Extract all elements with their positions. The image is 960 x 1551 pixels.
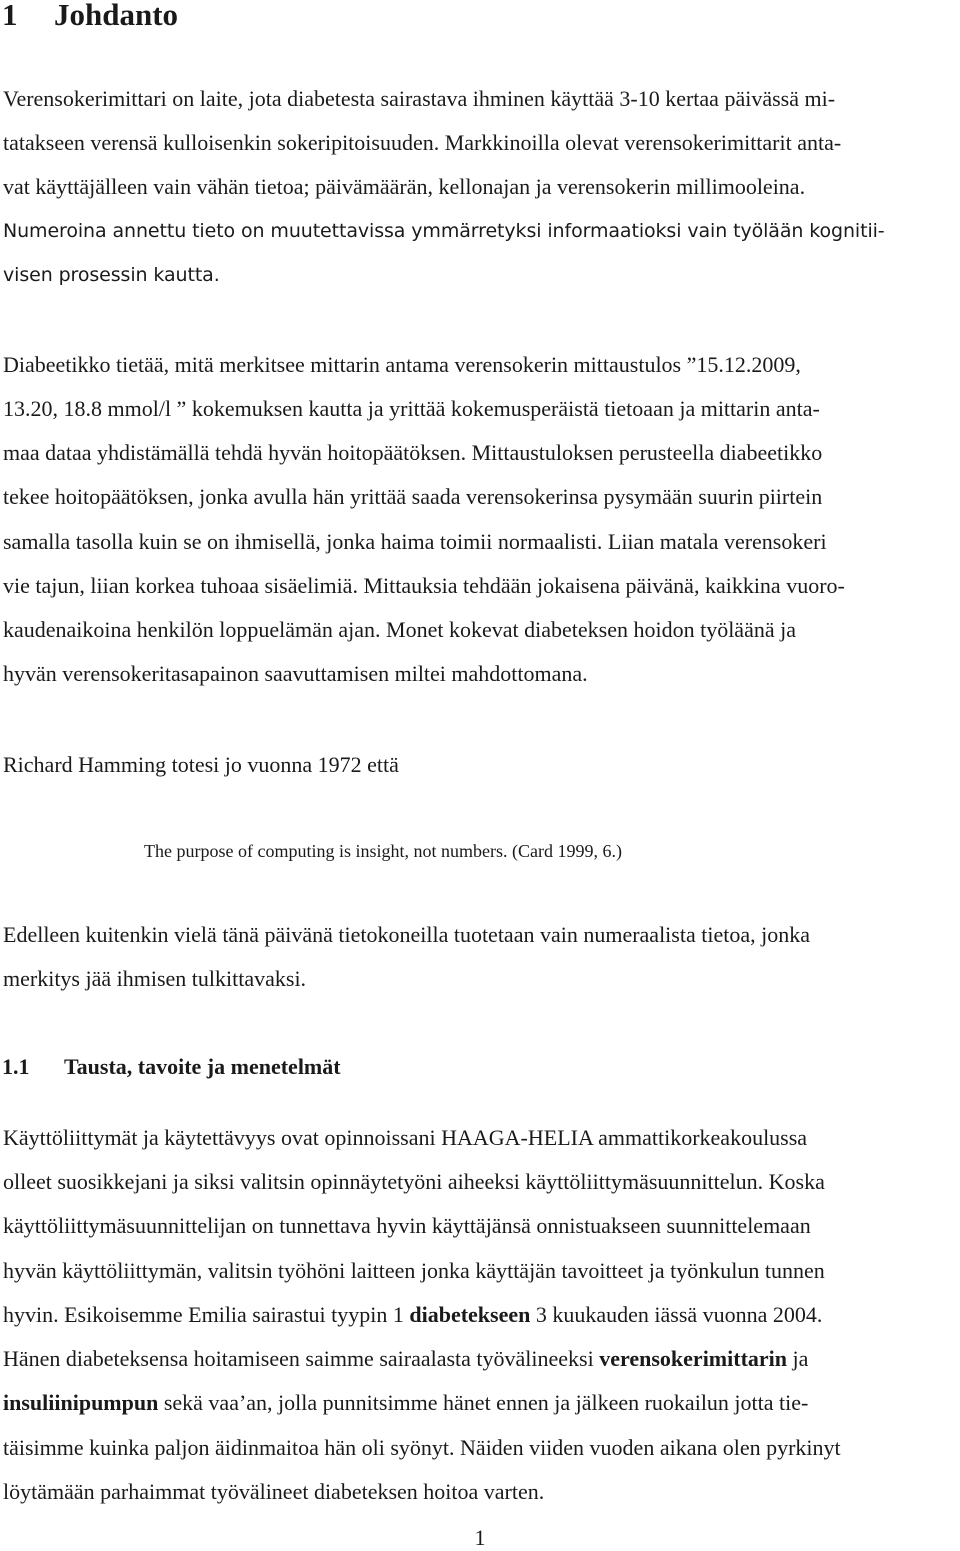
bold-term-diabetes: diabetekseen xyxy=(409,1302,531,1327)
text-span: hyvin. Esikoisemme Emilia sairastui tyypin 1 xyxy=(3,1302,410,1327)
paragraph-5-line xyxy=(3,1300,822,1330)
text-span: Hänen diabeteksensa hoitamiseen saimme sairaalasta työvälineeksi xyxy=(3,1346,600,1371)
paragraph-5-line: hyvän käyttöliittymän, valitsin työhöni laitteen jonka käyttäjän tavoitteet ja työnkulun tunnen xyxy=(3,1258,825,1283)
chapter-heading xyxy=(2,0,178,34)
paragraph-1-line: visen prosessin kautta. xyxy=(3,264,220,286)
bold-term-insulin-pump: insuliinipumpun xyxy=(3,1390,159,1415)
paragraph-5-line: täisimme kuinka paljon äidinmaitoa hän oli syönyt. Näiden viiden vuoden aikana olen pyrkinyt xyxy=(3,1435,841,1460)
paragraph-5-line: olleet suosikkejani ja siksi valitsin opinnäytetyöni aiheeksi käyttöliittymäsuunnittelun. Koska xyxy=(3,1169,825,1194)
paragraph-2-line: kaudenaikoina henkilön loppuelämän ajan. Monet kokevat diabeteksen hoidon työläänä ja xyxy=(3,617,796,642)
section-heading xyxy=(2,1052,341,1082)
text-span: sekä vaa’an, jolla punnitsimme hänet ennen ja jälkeen ruokailun jotta tie- xyxy=(158,1390,809,1415)
paragraph-2-line: maa dataa yhdistämällä tehdä hyvän hoitopäätöksen. Mittaustuloksen perusteella diabeetikko xyxy=(3,440,823,465)
paragraph-5-line: käyttöliittymäsuunnittelijan on tunnettava hyvin käyttäjänsä onnistuakseen suunnittelemaan xyxy=(3,1213,811,1238)
paragraph-5-line: Käyttöliittymät ja käytettävyys ovat opinnoissani HAAGA-HELIA ammattikorkeakoulussa xyxy=(3,1125,808,1150)
text-span: ja xyxy=(787,1346,809,1371)
paragraph-5-line xyxy=(3,1388,808,1418)
section-number: 1.1 xyxy=(2,1054,30,1079)
section-title: Tausta, tavoite ja menetelmät xyxy=(64,1054,341,1079)
paragraph-5-line xyxy=(3,1344,808,1374)
paragraph-2-line: tekee hoitopäätöksen, jonka avulla hän yrittää saada verensokerinsa pysymään suurin piirtein xyxy=(3,484,823,509)
paragraph-3: Richard Hamming totesi jo vuonna 1972 että xyxy=(3,752,399,777)
paragraph-2-line: Diabeetikko tietää, mitä merkitsee mittarin antama verensokerin mittaustulos ”15.12.2009, xyxy=(3,352,801,377)
paragraph-5-line: löytämään parhaimmat työvälineet diabeteksen hoitoa varten. xyxy=(3,1479,545,1504)
bold-term-glucose-meter: verensokerimittarin xyxy=(599,1346,788,1371)
chapter-title: Johdanto xyxy=(54,0,179,32)
text-span: 3 kuukauden iässä vuonna 2004. xyxy=(530,1302,823,1327)
paragraph-2-line: hyvän verensokeritasapainon saavuttamisen miltei mahdottomana. xyxy=(3,661,588,686)
paragraph-2-line: samalla tasolla kuin se on ihmisellä, jonka haima toimii normaalisti. Liian matala verensokeri xyxy=(3,529,827,554)
paragraph-1-line: Verensokerimittari on laite, jota diabetesta sairastava ihminen käyttää 3-10 kertaa päivässä mi- xyxy=(3,86,836,111)
chapter-number: 1 xyxy=(2,0,18,32)
paragraph-2-line: vie tajun, liian korkea tuhoaa sisäelimiä. Mittauksia tehdään jokaisena päivänä, kaikkina vuoro- xyxy=(3,573,845,598)
paragraph-4-line: Edelleen kuitenkin vielä tänä päivänä tietokoneilla tuotetaan vain numeraalista tietoa, jonka xyxy=(3,922,810,947)
page-number: 1 xyxy=(474,1525,486,1550)
block-quote: The purpose of computing is insight, not numbers. (Card 1999, 6.) xyxy=(144,841,622,861)
paragraph-4-line: merkitys jää ihmisen tulkittavaksi. xyxy=(3,966,307,991)
paragraph-1-line: tatakseen verensä kulloisenkin sokeripitoisuuden. Markkinoilla olevat verensokerimittarit anta- xyxy=(3,130,842,155)
paragraph-1-line: Numeroina annettu tieto on muutettavissa ymmärretyksi informaatioksi vain työlään kognitii- xyxy=(3,220,885,242)
paragraph-1-line: vat käyttäjälleen vain vähän tietoa; päivämäärän, kellonajan ja verensokerin millimooleina. xyxy=(3,174,806,199)
paragraph-2-line: 13.20, 18.8 mmol/l ” kokemuksen kautta ja yrittää kokemusperäistä tietoaan ja mittarin anta- xyxy=(3,396,820,421)
